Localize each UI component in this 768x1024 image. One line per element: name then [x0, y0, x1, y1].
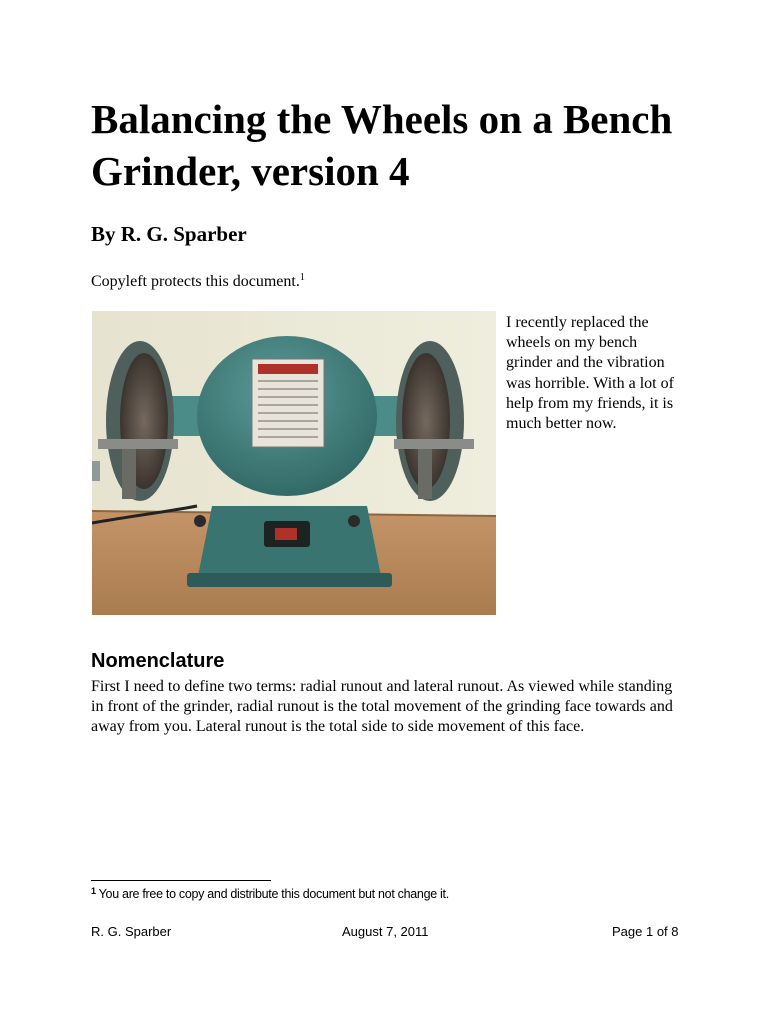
footnote-divider [91, 880, 271, 881]
footnote-text: You are free to copy and distribute this document but not change it. [98, 887, 449, 901]
section-paragraph: First I need to define two terms: radial runout and lateral runout. As viewed while standing in front of the grinder, radial runout is the total movement of the grinding face towards and away from you. Lateral runout is the total side to side movement of this face. [91, 678, 673, 735]
footnote-number: 1 [91, 886, 96, 896]
document-title: Balancing the Wheels on a Bench Grinder, version 4 [91, 96, 673, 194]
bench-grinder-photo [92, 311, 496, 615]
copyleft-notice [91, 272, 305, 291]
footer-page-number: Page 1 of 8 [612, 924, 679, 939]
footer-author: R. G. Sparber [91, 924, 172, 939]
section-heading: Nomenclature [91, 650, 225, 672]
footnote [91, 886, 449, 901]
copyleft-text: Copyleft protects this document. [91, 273, 300, 290]
author-line: By R. G. Sparber [91, 222, 247, 246]
intro-paragraph: I recently replaced the wheels on my bench grinder and the vibration was horrible. With a lot of help from my friends, it is much better now. [506, 314, 674, 433]
footnote-reference[interactable]: 1 [299, 272, 305, 283]
footer-date: August 7, 2011 [342, 924, 429, 939]
